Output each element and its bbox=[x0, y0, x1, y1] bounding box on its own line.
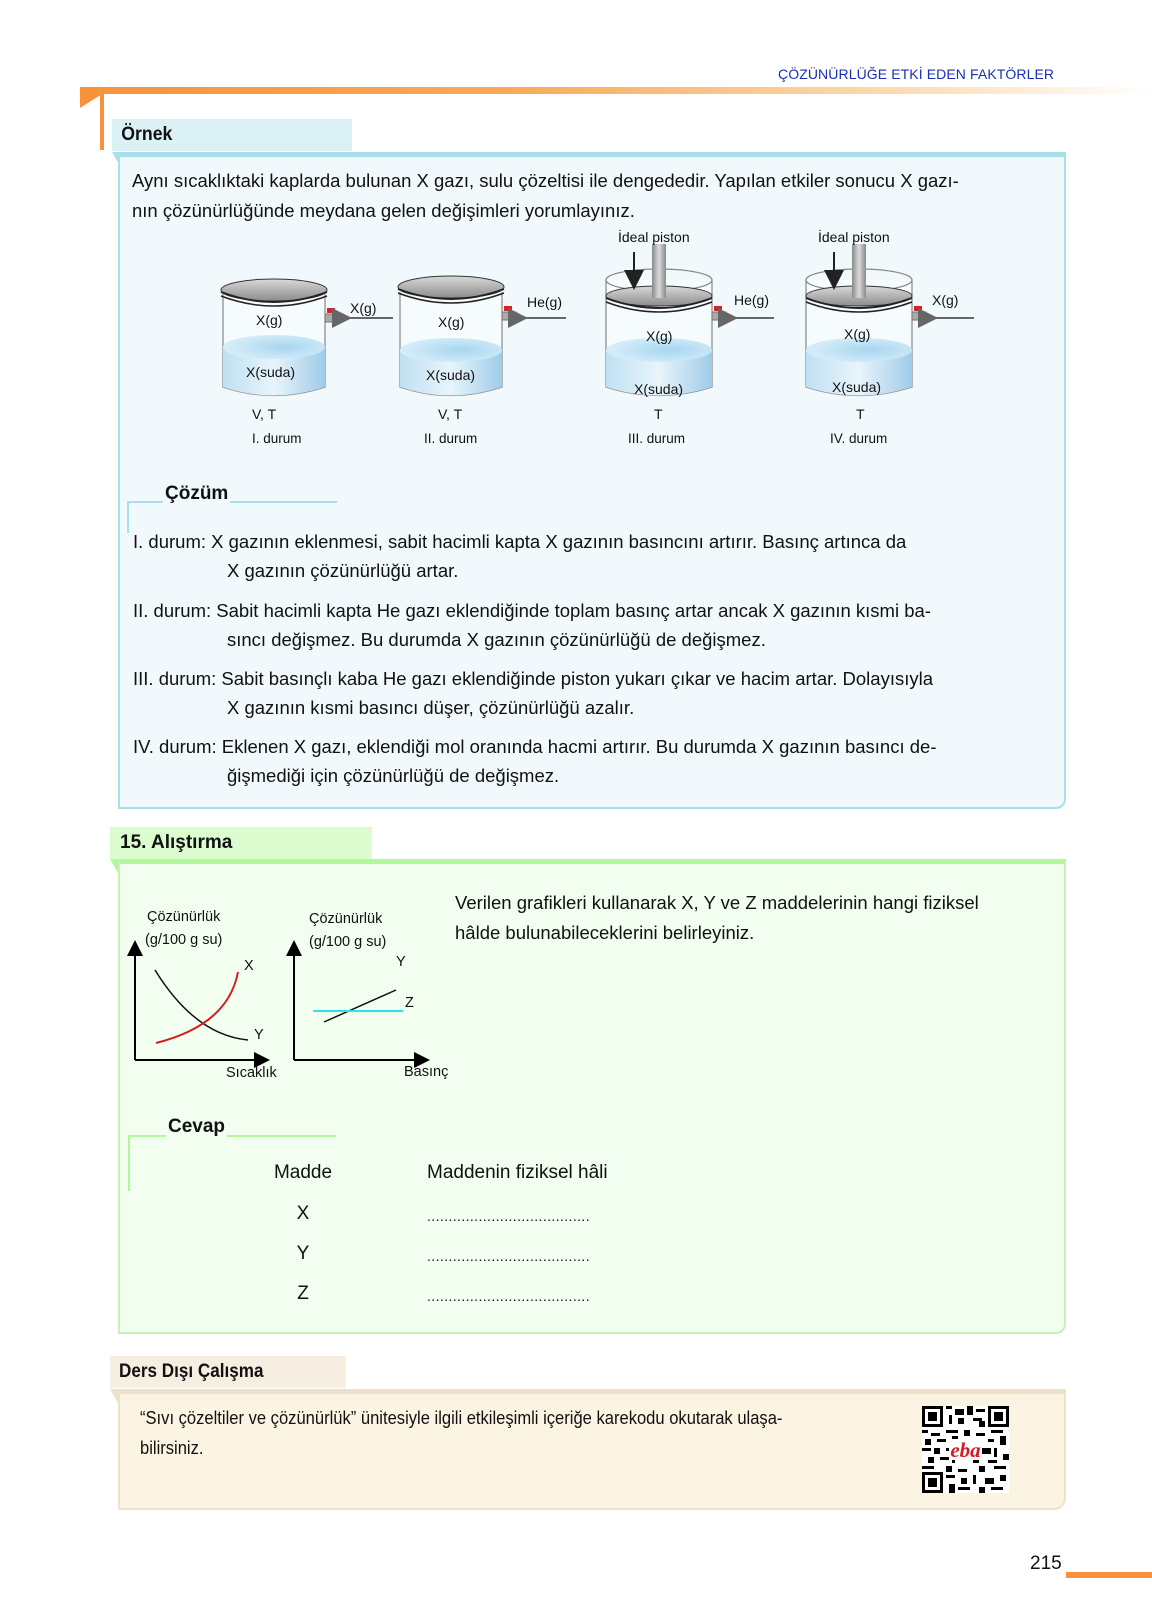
qr-code-icon bbox=[922, 1406, 1009, 1493]
container-3 bbox=[606, 244, 774, 396]
exercise-question-line2: hâlde bulunabileceklerini belirleyiniz. bbox=[455, 922, 755, 943]
c4-piston-label: İdeal piston bbox=[818, 229, 890, 245]
solution-rule-vertical bbox=[127, 501, 129, 533]
c4-gas-label: X(g) bbox=[844, 326, 871, 342]
graph1-label-y: Y bbox=[254, 1027, 264, 1043]
footer-accent-bar bbox=[1066, 1572, 1152, 1578]
c1-gas-label: X(g) bbox=[256, 312, 283, 328]
graph2-ylabel-line2: (g/100 g su) bbox=[309, 934, 387, 950]
graph1-ylabel-line2: (g/100 g su) bbox=[145, 932, 223, 948]
answer-row-substance: X bbox=[296, 1203, 310, 1224]
answer-col2-header: Maddenin fiziksel hâli bbox=[427, 1162, 608, 1183]
header-vertical-line bbox=[100, 94, 104, 150]
answer-row-substance: Y bbox=[296, 1243, 310, 1264]
c4-conditions: T bbox=[856, 406, 865, 422]
graph1-ylabel-line1: Çözünürlük bbox=[147, 909, 221, 925]
solution-text: Sabit hacimli kapta He gazı eklendiğinde toplam basınç artar ancak X gazının kısmi ba- bbox=[216, 600, 931, 621]
page-number: 215 bbox=[1030, 1553, 1062, 1574]
exercise-notch bbox=[110, 859, 118, 873]
c2-conditions: V, T bbox=[438, 406, 463, 422]
graph1-curve-x bbox=[156, 972, 238, 1043]
answer-row-substance: Z bbox=[297, 1283, 309, 1304]
graph2-ylabel-line1: Çözünürlük bbox=[309, 911, 383, 927]
answer-row-blank[interactable]: ...................................... bbox=[427, 1208, 591, 1224]
solution-item-2 bbox=[133, 596, 1053, 654]
graph2-xlabel: Basınç bbox=[404, 1064, 449, 1080]
c2-solution-label: X(suda) bbox=[426, 367, 476, 383]
solution-text: X gazının eklenmesi, sabit hacimli kapta X gazının basıncını artırır. Basınç artınca da bbox=[211, 531, 907, 552]
answer-rule-horizontal bbox=[128, 1135, 336, 1137]
answer-rule-vertical bbox=[128, 1135, 130, 1191]
solution-text-cont: X gazının çözünürlüğü artar. bbox=[227, 560, 459, 581]
header-notch bbox=[80, 94, 102, 108]
c4-added-gas: X(g) bbox=[932, 292, 959, 308]
c3-caption: III. durum bbox=[628, 431, 686, 446]
running-title: ÇÖZÜNÜRLÜĞE ETKİ EDEN FAKTÖRLER bbox=[778, 66, 1055, 82]
c3-added-gas: He(g) bbox=[734, 292, 770, 308]
graph1-label-x: X bbox=[244, 958, 254, 974]
solution-item-1 bbox=[133, 527, 1053, 585]
c3-conditions: T bbox=[654, 406, 663, 422]
answer-row-blank[interactable]: ...................................... bbox=[427, 1288, 591, 1304]
solution-rule-horizontal bbox=[127, 501, 337, 503]
solution-label: II. durum: bbox=[133, 600, 212, 621]
extracurricular-text-line2: bilirsiniz. bbox=[140, 1438, 204, 1458]
solution-text: Sabit basınçlı kaba He gazı eklendiğinde piston yukarı çıkar ve hacim artar. Dolayısıyla bbox=[221, 668, 934, 689]
c2-added-gas: He(g) bbox=[527, 294, 563, 310]
c3-piston-label: İdeal piston bbox=[618, 229, 690, 245]
container-4 bbox=[806, 244, 974, 396]
answer-row-blank[interactable]: ...................................... bbox=[427, 1248, 591, 1264]
extracurricular-text-line1: “Sıvı çözeltiler ve çözünürlük” ünitesiyle ilgili etkileşimli içeriğe karekodu okutarak ulaşa- bbox=[140, 1408, 783, 1428]
graph2-label-y: Y bbox=[396, 954, 406, 970]
eba-logo: eba bbox=[950, 1438, 981, 1462]
example-question-line2: nın çözünürlüğünde meydana gelen değişimleri yorumlayınız. bbox=[132, 200, 635, 221]
extracurricular-text bbox=[140, 1403, 839, 1463]
solution-text: Eklenen X gazı, eklendiği mol oranında hacmi artırır. Bu durumda X gazının basıncı de- bbox=[221, 736, 937, 757]
solution-title: Çözüm bbox=[165, 483, 229, 504]
c3-solution-label: X(suda) bbox=[634, 381, 684, 397]
example-question-line1: Aynı sıcaklıktaki kaplarda bulunan X gazı, sulu çözeltisi ile dengededir. Yapılan etkiler sonucu X gazı- bbox=[132, 170, 959, 191]
exercise-tab: 15. Alıştırma bbox=[110, 827, 372, 859]
example-notch bbox=[112, 152, 120, 166]
c1-added-gas: X(g) bbox=[350, 300, 377, 316]
graph2-line-y bbox=[324, 990, 396, 1022]
solution-label: I. durum: bbox=[133, 531, 206, 552]
solution-item-3 bbox=[133, 664, 1053, 722]
c4-solution-label: X(suda) bbox=[832, 379, 882, 395]
c1-caption: I. durum bbox=[252, 431, 302, 446]
c2-caption: II. durum bbox=[424, 431, 478, 446]
exercise-question bbox=[455, 888, 1045, 948]
c4-caption: IV. durum bbox=[830, 431, 888, 446]
graph1-curve-y bbox=[155, 970, 248, 1040]
example-question bbox=[132, 166, 1052, 226]
answer-title: Cevap bbox=[168, 1116, 226, 1137]
header-accent-bar bbox=[80, 87, 1152, 94]
solution-text-cont: sıncı değişmez. Bu durumda X gazının çözünürlüğü de değişmez. bbox=[227, 629, 766, 650]
extracurricular-tab: Ders Dışı Çalışma bbox=[110, 1356, 346, 1388]
containers-diagram bbox=[218, 229, 1018, 462]
solution-item-4 bbox=[133, 732, 1053, 790]
graph2-label-z: Z bbox=[405, 995, 414, 1011]
c1-solution-label: X(suda) bbox=[246, 364, 296, 380]
solution-label: IV. durum: bbox=[133, 736, 217, 757]
solution-text-cont: ğişmediği için çözünürlüğü de değişmez. bbox=[227, 765, 560, 786]
c3-gas-label: X(g) bbox=[646, 328, 673, 344]
extracurricular-notch bbox=[110, 1389, 118, 1403]
qr-code[interactable] bbox=[922, 1406, 1009, 1493]
c1-conditions: V, T bbox=[252, 406, 277, 422]
solution-label: III. durum: bbox=[133, 668, 217, 689]
graph1-xlabel: Sıcaklık bbox=[226, 1065, 277, 1081]
exercise-question-line1: Verilen grafikleri kullanarak X, Y ve Z maddelerinin hangi fiziksel bbox=[455, 892, 979, 913]
solution-text-cont: X gazının kısmi basıncı düşer, çözünürlüğü azalır. bbox=[227, 697, 635, 718]
containers-illustration bbox=[218, 232, 1018, 462]
c2-gas-label: X(g) bbox=[438, 314, 465, 330]
answer-col1-header: Madde bbox=[273, 1162, 333, 1183]
example-tab: Örnek bbox=[112, 119, 352, 151]
